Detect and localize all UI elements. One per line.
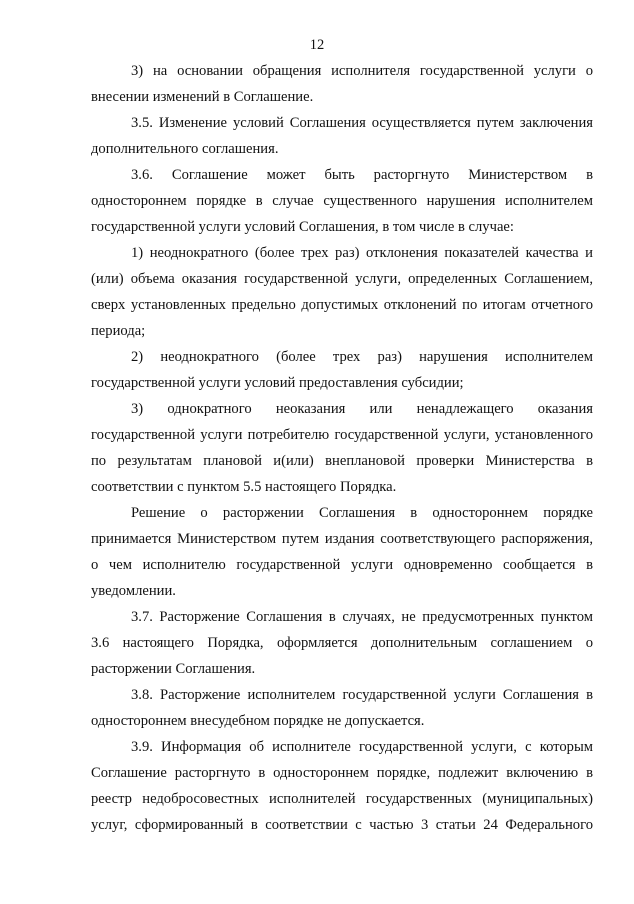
paragraph-3-8: 3.8. Расторжение исполнителем государственной услуги Соглашения в одностороннем внесудебном порядке не допускается. [91, 687, 593, 729]
paragraph-item-3: 3) на основании обращения исполнителя государственной услуги о внесении изменений в Соглашение. [91, 63, 593, 105]
paragraph-3-6-item-3: 3) однократного неоказания или ненадлежащего оказания государственной услуги потребителю государственной услуги, установленного по результатам плановой и(или) внеплановой проверки Министерства в соответствии с пунктом 5.5 настоящего Порядка. [91, 401, 593, 495]
paragraph-3-6-item-1: 1) неоднократного (более трех раз) отклонения показателей качества и (или) объема оказания государственной услуги, определенных Соглашением, сверх установленных предельно допустимых отклонений по итогам отчетного периода; [91, 245, 593, 339]
document-body [91, 58, 593, 838]
page-number: 12 [309, 37, 325, 53]
paragraph-3-7: 3.7. Расторжение Соглашения в случаях, не предусмотренных пунктом 3.6 настоящего Порядка, оформляется дополнительным соглашением о расторжении Соглашения. [91, 609, 593, 677]
paragraph-3-6-item-2: 2) неоднократного (более трех раз) нарушения исполнителем государственной услуги условий предоставления субсидии; [91, 349, 593, 391]
paragraph-3-5: 3.5. Изменение условий Соглашения осуществляется путем заключения дополнительного соглашения. [91, 115, 593, 157]
paragraph-decision: Решение о расторжении Соглашения в одностороннем порядке принимается Министерством путем издания соответствующего распоряжения, о чем исполнителю государственной услуги одновременно сообщается в уведомлении. [91, 505, 593, 599]
paragraph-3-9: 3.9. Информация об исполнителе государственной услуги, с которым Соглашение расторгнуто в одностороннем порядке, подлежит включению в реестр недобросовестных исполнителей государственных (муниципальных) услуг, сформированный в соответствии с частью 3 статьи 24 Федерального [91, 739, 593, 833]
paragraph-3-6: 3.6. Соглашение может быть расторгнуто Министерством в одностороннем порядке в случае существенного нарушения исполнителем государственной услуги условий Соглашения, в том числе в случае: [91, 167, 593, 235]
